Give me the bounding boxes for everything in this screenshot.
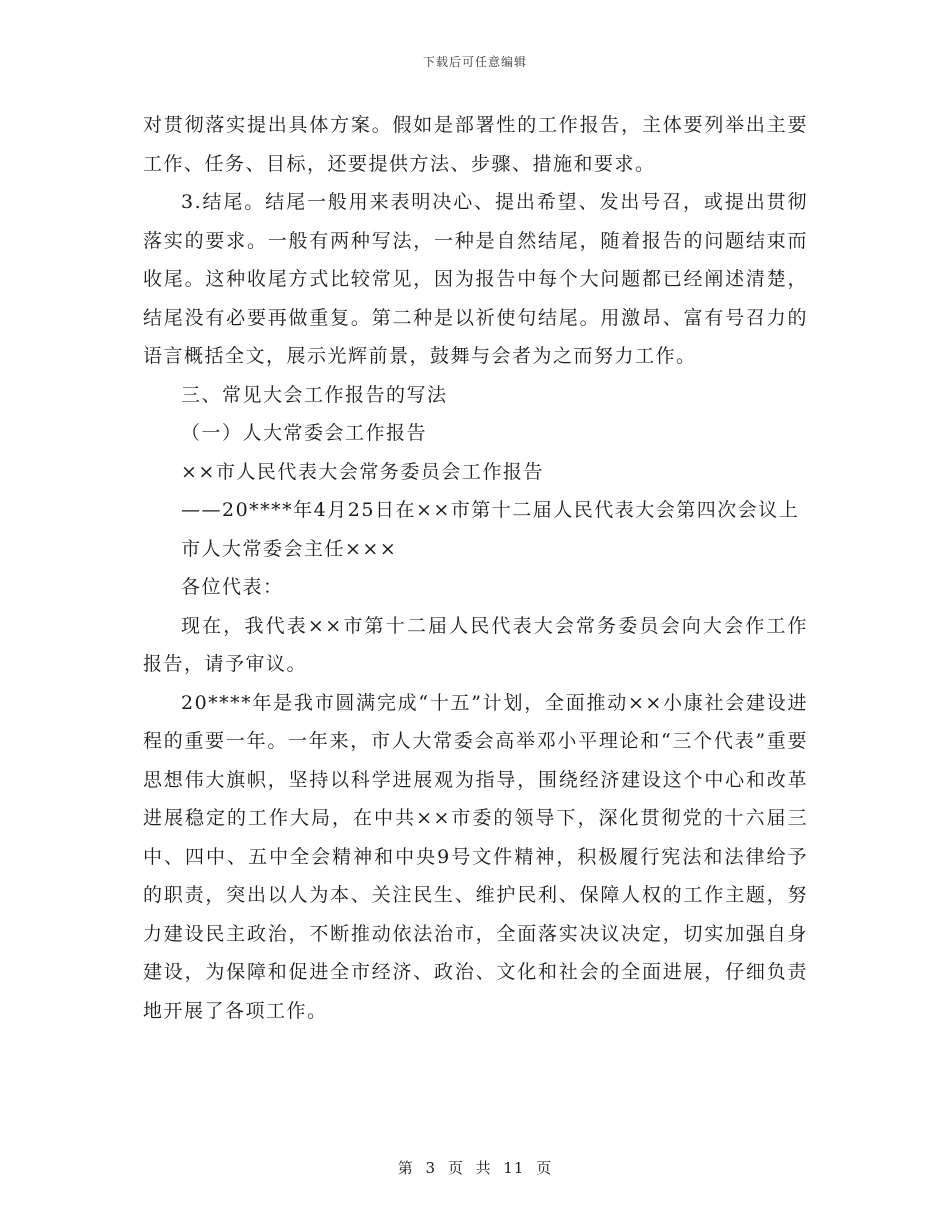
report-subtitle: ——20****年4月25日在××市第十二届人民代表大会第四次会议上 [181, 499, 800, 521]
paragraph: 20****年是我市圆满完成“十五”计划，全面推动××小康社会建设进程的重要一年。一年来，市人大常委会高举邓小平理论和“三个代表”重要思想伟大旗帜，坚持以科学进展观为指导，围绕经济建设这个中心和改革进展稳定的工作大局，在中共××市委的领导下，深化贯彻党的十六届三中、四中、五中全会精神和中央9号文件精神，积极履行宪法和法律给予的职责，突出以人为本、关注民生、维护民利、保障人权的工作主题，努力建设民主政治，不断推动依法治市，全面落实决议决定，切实加强自身建设，为保障和促进全市经济、政治、文化和社会的全面进展，仔细负责地开展了各项工作。 [143, 691, 808, 1022]
page-number: 第 3 页 共 11 页 [397, 1159, 553, 1177]
salutation: 各位代表： [181, 576, 284, 598]
subsection-heading: （一）人大常委会工作报告 [181, 422, 428, 444]
paragraph: 对贯彻落实提出具体方案。假如是部署性的工作报告，主体要列举出主要工作、任务、目标，还要提供方法、步骤、措施和要求。 [143, 114, 808, 175]
report-title: ××市人民代表大会常务委员会工作报告 [181, 460, 544, 483]
section-heading: 三、常见大会工作报告的写法 [181, 383, 448, 406]
document-body [143, 106, 808, 1030]
paragraph: 3.结尾。结尾一般用来表明决心、提出希望、发出号召，或提出贯彻落实的要求。一般有两种写法，一种是自然结尾，随着报告的问题结束而收尾。这种收尾方式比较常见，因为报告中每个大问题都已经阐述清楚，结尾没有必要再做重复。第二种是以祈使句结尾。用激昂、富有号召力的语言概括全文，展示光辉前景，鼓舞与会者为之而努力工作。 [143, 191, 808, 367]
page-header-note: 下载后可任意编辑 [422, 55, 527, 69]
paragraph: 现在，我代表××市第十二届人民代表大会常务委员会向大会作工作报告，请予审议。 [143, 614, 808, 675]
report-author: 市人大常委会主任××× [181, 537, 398, 560]
